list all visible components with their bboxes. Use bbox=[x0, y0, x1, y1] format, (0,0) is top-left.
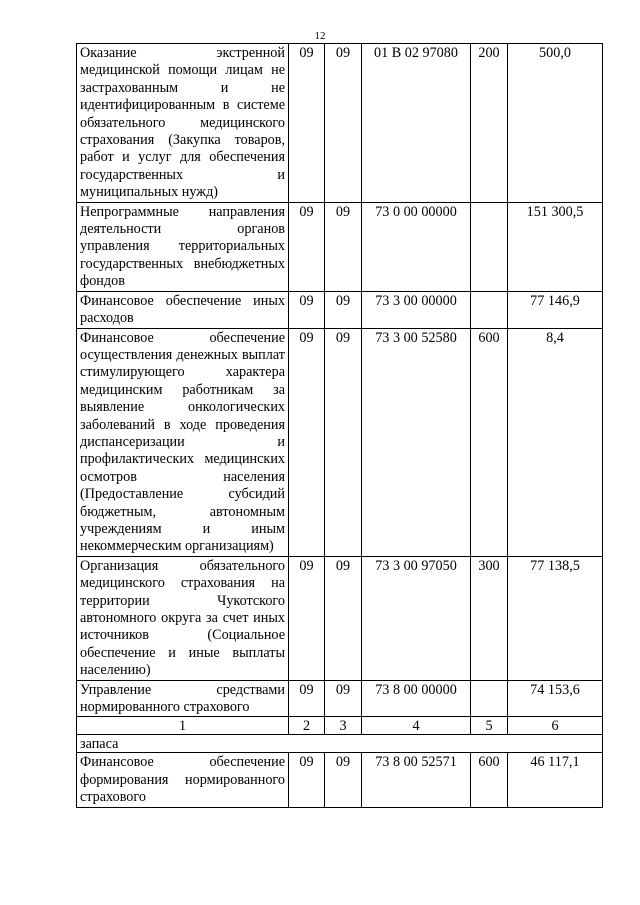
table-row bbox=[77, 291, 603, 328]
row-name: Финансовое обеспечение иных расходов bbox=[77, 291, 289, 328]
row-pr: 09 bbox=[325, 556, 362, 680]
row-vr bbox=[471, 291, 508, 328]
row-pr: 09 bbox=[325, 753, 362, 807]
row-sum: 74 153,6 bbox=[508, 680, 603, 717]
column-number: 6 bbox=[508, 717, 603, 735]
row-vr: 200 bbox=[471, 44, 508, 203]
column-number-row bbox=[77, 717, 603, 735]
row-sum: 77 138,5 bbox=[508, 556, 603, 680]
row-rz: 09 bbox=[289, 680, 325, 717]
budget-table bbox=[76, 43, 603, 808]
row-csr: 01 В 02 97080 bbox=[362, 44, 471, 203]
row-pr: 09 bbox=[325, 291, 362, 328]
row-pr: 09 bbox=[325, 44, 362, 203]
row-pr: 09 bbox=[325, 328, 362, 556]
row-csr: 73 3 00 52580 bbox=[362, 328, 471, 556]
row-sum: 151 300,5 bbox=[508, 202, 603, 291]
row-rz: 09 bbox=[289, 556, 325, 680]
row-csr: 73 8 00 52571 bbox=[362, 753, 471, 807]
row-vr: 600 bbox=[471, 328, 508, 556]
row-sum: 77 146,9 bbox=[508, 291, 603, 328]
row-rz: 09 bbox=[289, 291, 325, 328]
column-number: 1 bbox=[77, 717, 289, 735]
row-name: Финансовое обеспечение осуществления денежных выплат стимулирующего характера медицинским работникам за выявление онкологических заболеваний в ходе проведения диспансеризации и профилактических медицинских осмотров населения (Предоставление субсидий бюджетным, автономным учреждениям и иным некоммерческим организациям) bbox=[77, 328, 289, 556]
column-number: 3 bbox=[325, 717, 362, 735]
row-rz: 09 bbox=[289, 753, 325, 807]
table-row bbox=[77, 556, 603, 680]
row-csr: 73 3 00 00000 bbox=[362, 291, 471, 328]
row-csr: 73 8 00 00000 bbox=[362, 680, 471, 717]
row-pr: 09 bbox=[325, 680, 362, 717]
row-name: Организация обязательного медицинского страхования на территории Чукотского автономного округа за счет иных источников (Социальное обеспечение и иные выплаты населению) bbox=[77, 556, 289, 680]
table-row bbox=[77, 44, 603, 203]
row-vr bbox=[471, 680, 508, 717]
table-row bbox=[77, 202, 603, 291]
column-number: 5 bbox=[471, 717, 508, 735]
row-sum: 46 117,1 bbox=[508, 753, 603, 807]
continuation-row bbox=[77, 735, 603, 753]
column-number: 4 bbox=[362, 717, 471, 735]
table-row bbox=[77, 753, 603, 807]
row-pr: 09 bbox=[325, 202, 362, 291]
table-row bbox=[77, 680, 603, 717]
table-row bbox=[77, 328, 603, 556]
row-name: Оказание экстренной медицинской помощи лицам не застрахованным и не идентифицированным в системе обязательного медицинского страхования (Закупка товаров, работ и услуг для обеспечения государственных и муниципальных нужд) bbox=[77, 44, 289, 203]
row-sum: 8,4 bbox=[508, 328, 603, 556]
row-rz: 09 bbox=[289, 328, 325, 556]
row-vr: 300 bbox=[471, 556, 508, 680]
row-sum: 500,0 bbox=[508, 44, 603, 203]
row-name: Управление средствами нормированного страхового bbox=[77, 680, 289, 717]
row-csr: 73 3 00 97050 bbox=[362, 556, 471, 680]
row-vr: 600 bbox=[471, 753, 508, 807]
continuation-text: запаса bbox=[77, 735, 603, 753]
row-rz: 09 bbox=[289, 44, 325, 203]
page-number: 12 bbox=[314, 30, 326, 42]
row-name: Непрограммные направления деятельности органов управления территориальных государственных внебюджетных фондов bbox=[77, 202, 289, 291]
column-number: 2 bbox=[289, 717, 325, 735]
row-name: Финансовое обеспечение формирования нормированного страхового bbox=[77, 753, 289, 807]
row-csr: 73 0 00 00000 bbox=[362, 202, 471, 291]
row-rz: 09 bbox=[289, 202, 325, 291]
row-vr bbox=[471, 202, 508, 291]
